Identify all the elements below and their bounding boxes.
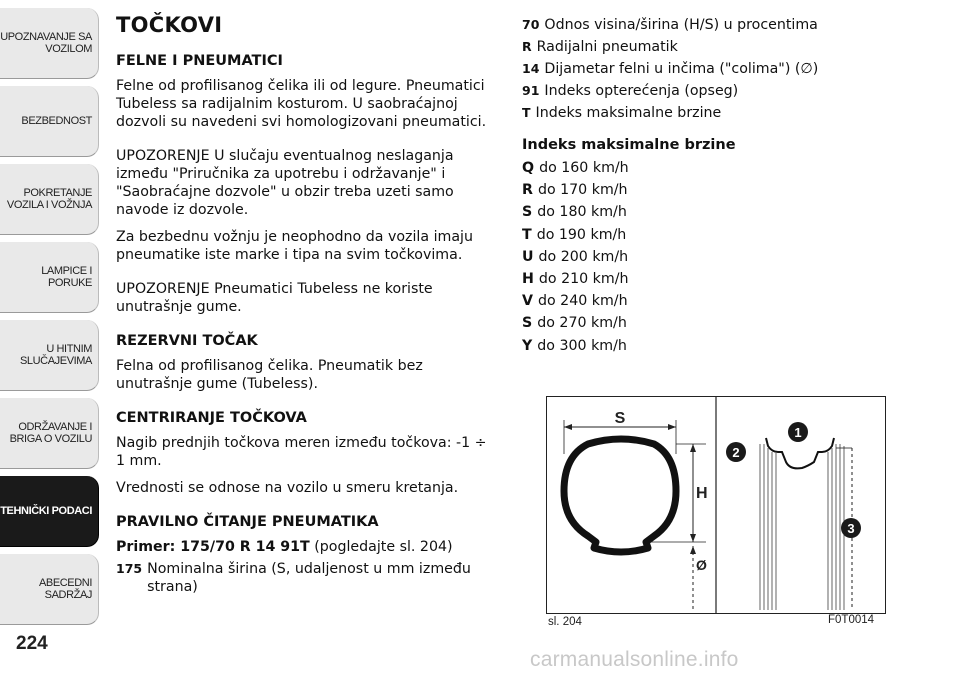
example-line bbox=[116, 538, 496, 556]
label-s: S bbox=[614, 410, 626, 427]
tab-label: POKRETANJE VOZILA I VOŽNJA bbox=[6, 187, 92, 211]
paragraph: Nagib prednjih točkova meren između točkova: -1 ÷ 1 mm. bbox=[116, 435, 487, 469]
label-diameter: Ø bbox=[696, 557, 707, 573]
tab-lampice[interactable] bbox=[0, 242, 99, 313]
code-item bbox=[522, 104, 842, 122]
code-text: Nominalna širina (S, udaljenost u mm između strana) bbox=[147, 561, 471, 595]
speed-key: S bbox=[522, 204, 533, 221]
warning-paragraph: UPOZORENJE Pneumatici Tubeless ne koriste unutrašnje gume. bbox=[116, 281, 433, 315]
left-column bbox=[116, 14, 496, 600]
section-heading-felne: FELNE I PNEUMATICI bbox=[116, 53, 283, 69]
warning-paragraph: UPOZORENJE U slučaju eventualnog neslaganja između "Priručnika za upotrebu i održavanje" i "Saobraćajne dozvole" u obzir treba uzeti samo navode iz dozvole. bbox=[116, 148, 454, 218]
speed-item bbox=[522, 181, 842, 199]
tab-hitni-slucajevi[interactable] bbox=[0, 320, 99, 391]
code-key: R bbox=[522, 39, 532, 54]
speed-text: do 190 km/h bbox=[536, 226, 627, 243]
callout-3 bbox=[841, 518, 861, 538]
section-heading-rezervni: REZERVNI TOČAK bbox=[116, 333, 258, 349]
section-heading-citanje: PRAVILNO ČITANJE PNEUMATIKA bbox=[116, 514, 379, 530]
tire-diagram bbox=[546, 396, 886, 614]
speed-text: do 170 km/h bbox=[537, 182, 628, 199]
speed-key: H bbox=[522, 270, 534, 287]
speed-item bbox=[522, 337, 842, 355]
speed-key: S bbox=[522, 315, 533, 332]
speed-key: Y bbox=[522, 337, 533, 354]
tab-bezbednost[interactable] bbox=[0, 86, 99, 157]
section-heading-centriranje: CENTRIRANJE TOČKOVA bbox=[116, 410, 307, 426]
code-text: Odnos visina/širina (H/S) u procentima bbox=[544, 17, 818, 33]
speed-text: do 180 km/h bbox=[537, 204, 627, 221]
code-key: 14 bbox=[522, 61, 540, 76]
figure-caption: sl. 204 bbox=[548, 616, 582, 628]
tab-odrzavanje[interactable] bbox=[0, 398, 99, 469]
speed-text: do 300 km/h bbox=[537, 337, 627, 354]
speed-key: V bbox=[522, 293, 533, 310]
tab-abecedni-sadrzaj[interactable] bbox=[0, 554, 99, 625]
page-title: TOČKOVI bbox=[116, 13, 223, 37]
example-code: Primer: 175/70 R 14 91T bbox=[116, 539, 310, 555]
code-item bbox=[522, 16, 842, 34]
code-item bbox=[522, 60, 842, 78]
speed-item bbox=[522, 314, 842, 332]
paragraph: Felne od profilisanog čelika ili od legure. Pneumatici Tubeless sa radijalnim kosturom. U saobraćajnoj dozvoli su navedeni svi homologizovani pneumatici. bbox=[116, 78, 487, 130]
code-item bbox=[522, 82, 842, 100]
callout-number: 3 bbox=[847, 521, 855, 536]
figure-code: F0T0014 bbox=[828, 614, 875, 626]
code-item bbox=[522, 38, 842, 56]
speed-item bbox=[522, 159, 842, 177]
paragraph: Vrednosti se odnose na vozilo u smeru kretanja. bbox=[116, 480, 459, 496]
speed-key: U bbox=[522, 248, 534, 265]
paragraph: Felna od profilisanog čelika. Pneumatik bez unutrašnje gume (Tubeless). bbox=[116, 358, 423, 392]
speed-key: Q bbox=[522, 160, 535, 176]
tab-label: TEHNIČKI PODACI bbox=[0, 505, 92, 517]
speed-key: T bbox=[522, 226, 532, 243]
right-column bbox=[522, 16, 842, 359]
speed-text: do 160 km/h bbox=[539, 160, 629, 176]
speed-item bbox=[522, 248, 842, 266]
code-key: 175 bbox=[116, 561, 143, 576]
callout-2 bbox=[726, 442, 746, 462]
speed-text: do 270 km/h bbox=[537, 315, 627, 332]
code-key: 70 bbox=[522, 17, 540, 32]
tab-upoznavanje[interactable] bbox=[0, 8, 99, 79]
speed-index-heading: Indeks maksimalne brzine bbox=[522, 137, 736, 153]
speed-item bbox=[522, 270, 842, 288]
callout-number: 2 bbox=[732, 445, 740, 460]
callout-1 bbox=[788, 422, 808, 442]
tab-label: BEZBEDNOST bbox=[21, 115, 92, 127]
code-key: T bbox=[522, 105, 531, 120]
code-text: Radijalni pneumatik bbox=[536, 39, 678, 55]
code-text: Indeks maksimalne brzine bbox=[535, 105, 722, 121]
tab-label: U HITNIM SLUČAJEVIMA bbox=[19, 343, 92, 367]
speed-item bbox=[522, 226, 842, 244]
speed-text: do 200 km/h bbox=[538, 248, 629, 265]
example-reference: (pogledajte sl. 204) bbox=[309, 539, 453, 555]
tab-tehnicki-podaci[interactable] bbox=[0, 476, 99, 547]
tab-label: ABECEDNI SADRŽAJ bbox=[38, 577, 92, 601]
tab-label: LAMPICE I PORUKE bbox=[41, 265, 92, 289]
code-text: Indeks opterećenja (opseg) bbox=[544, 83, 739, 99]
speed-item bbox=[522, 292, 842, 310]
paragraph: Za bezbednu vožnju je neophodno da vozila imaju pneumatike iste marke i tipa na svim točkovima. bbox=[116, 229, 473, 263]
speed-item bbox=[522, 203, 842, 221]
page-number: 224 bbox=[16, 633, 48, 654]
speed-text: do 210 km/h bbox=[538, 270, 629, 287]
tab-pokretanje[interactable] bbox=[0, 164, 99, 235]
callout-number: 1 bbox=[794, 425, 802, 440]
tab-label: ODRŽAVANJE I BRIGA O VOZILU bbox=[9, 421, 92, 445]
speed-text: do 240 km/h bbox=[537, 293, 628, 310]
sidebar-tabs bbox=[0, 0, 100, 640]
code-key: 91 bbox=[522, 83, 540, 98]
label-h: H bbox=[696, 485, 708, 502]
code-item bbox=[116, 560, 496, 596]
code-text: Dijametar felni u inčima ("colima") (∅) bbox=[544, 61, 819, 77]
speed-key: R bbox=[522, 182, 533, 199]
tab-label: UPOZNAVANJE SA VOZILOM bbox=[0, 31, 92, 55]
watermark: carmanualsonline.info bbox=[530, 648, 739, 671]
